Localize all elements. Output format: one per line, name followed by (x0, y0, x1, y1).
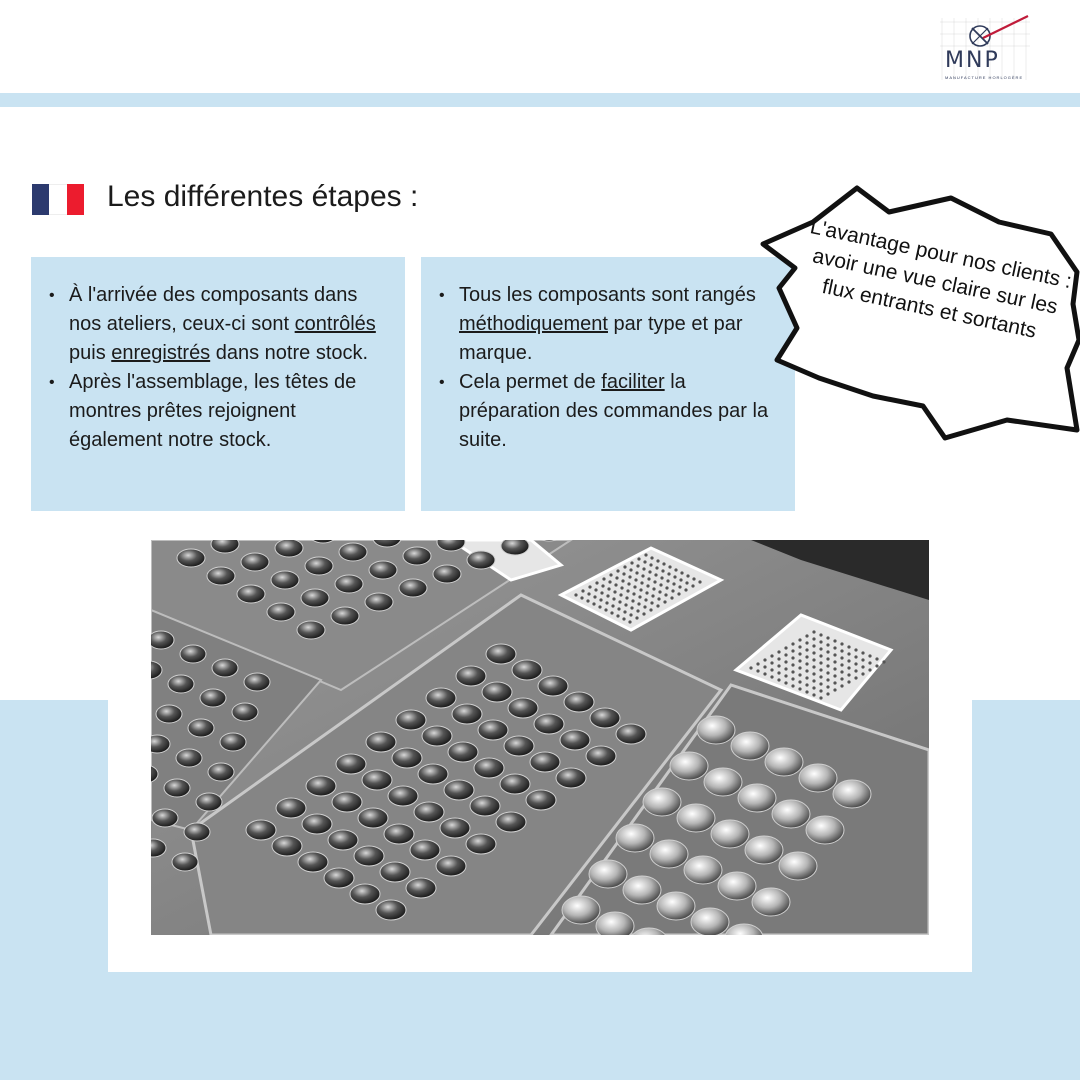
underlined-word: méthodiquement (459, 313, 608, 335)
underlined-word: enregistrés (111, 342, 211, 364)
list-item: • Cela permet de faciliter la préparation des commandes par la suite. (459, 368, 779, 455)
steps-card-right (421, 257, 795, 511)
list-item: • Tous les composants sont rangés méthodiquement par type et par marque. (459, 281, 779, 368)
logo-subtitle: MANUFACTURE HORLOGÈRE (945, 75, 1024, 80)
callout-text: L'avantage pour nos clients : avoir une vue claire sur les flux entrants et sortants (808, 215, 1074, 343)
underlined-word: faciliter (601, 371, 665, 393)
steps-card-left (31, 257, 405, 511)
underlined-word: contrôlés (294, 313, 376, 335)
watch-components-photo (151, 540, 929, 935)
top-accent-band (0, 93, 1080, 107)
page-title: Les différentes étapes : (107, 180, 419, 213)
logo-text: MNP (945, 48, 1000, 73)
list-item: • À l'arrivée des composants dans nos ateliers, ceux-ci sont contrôlés puis enregistrés dans notre stock. (69, 281, 389, 368)
steps-list-left (69, 281, 389, 455)
list-item: • Après l'assemblage, les têtes de montres prêtes rejoignent également notre stock. (69, 368, 389, 455)
french-flag-icon (32, 184, 84, 215)
steps-list-right (459, 281, 779, 455)
